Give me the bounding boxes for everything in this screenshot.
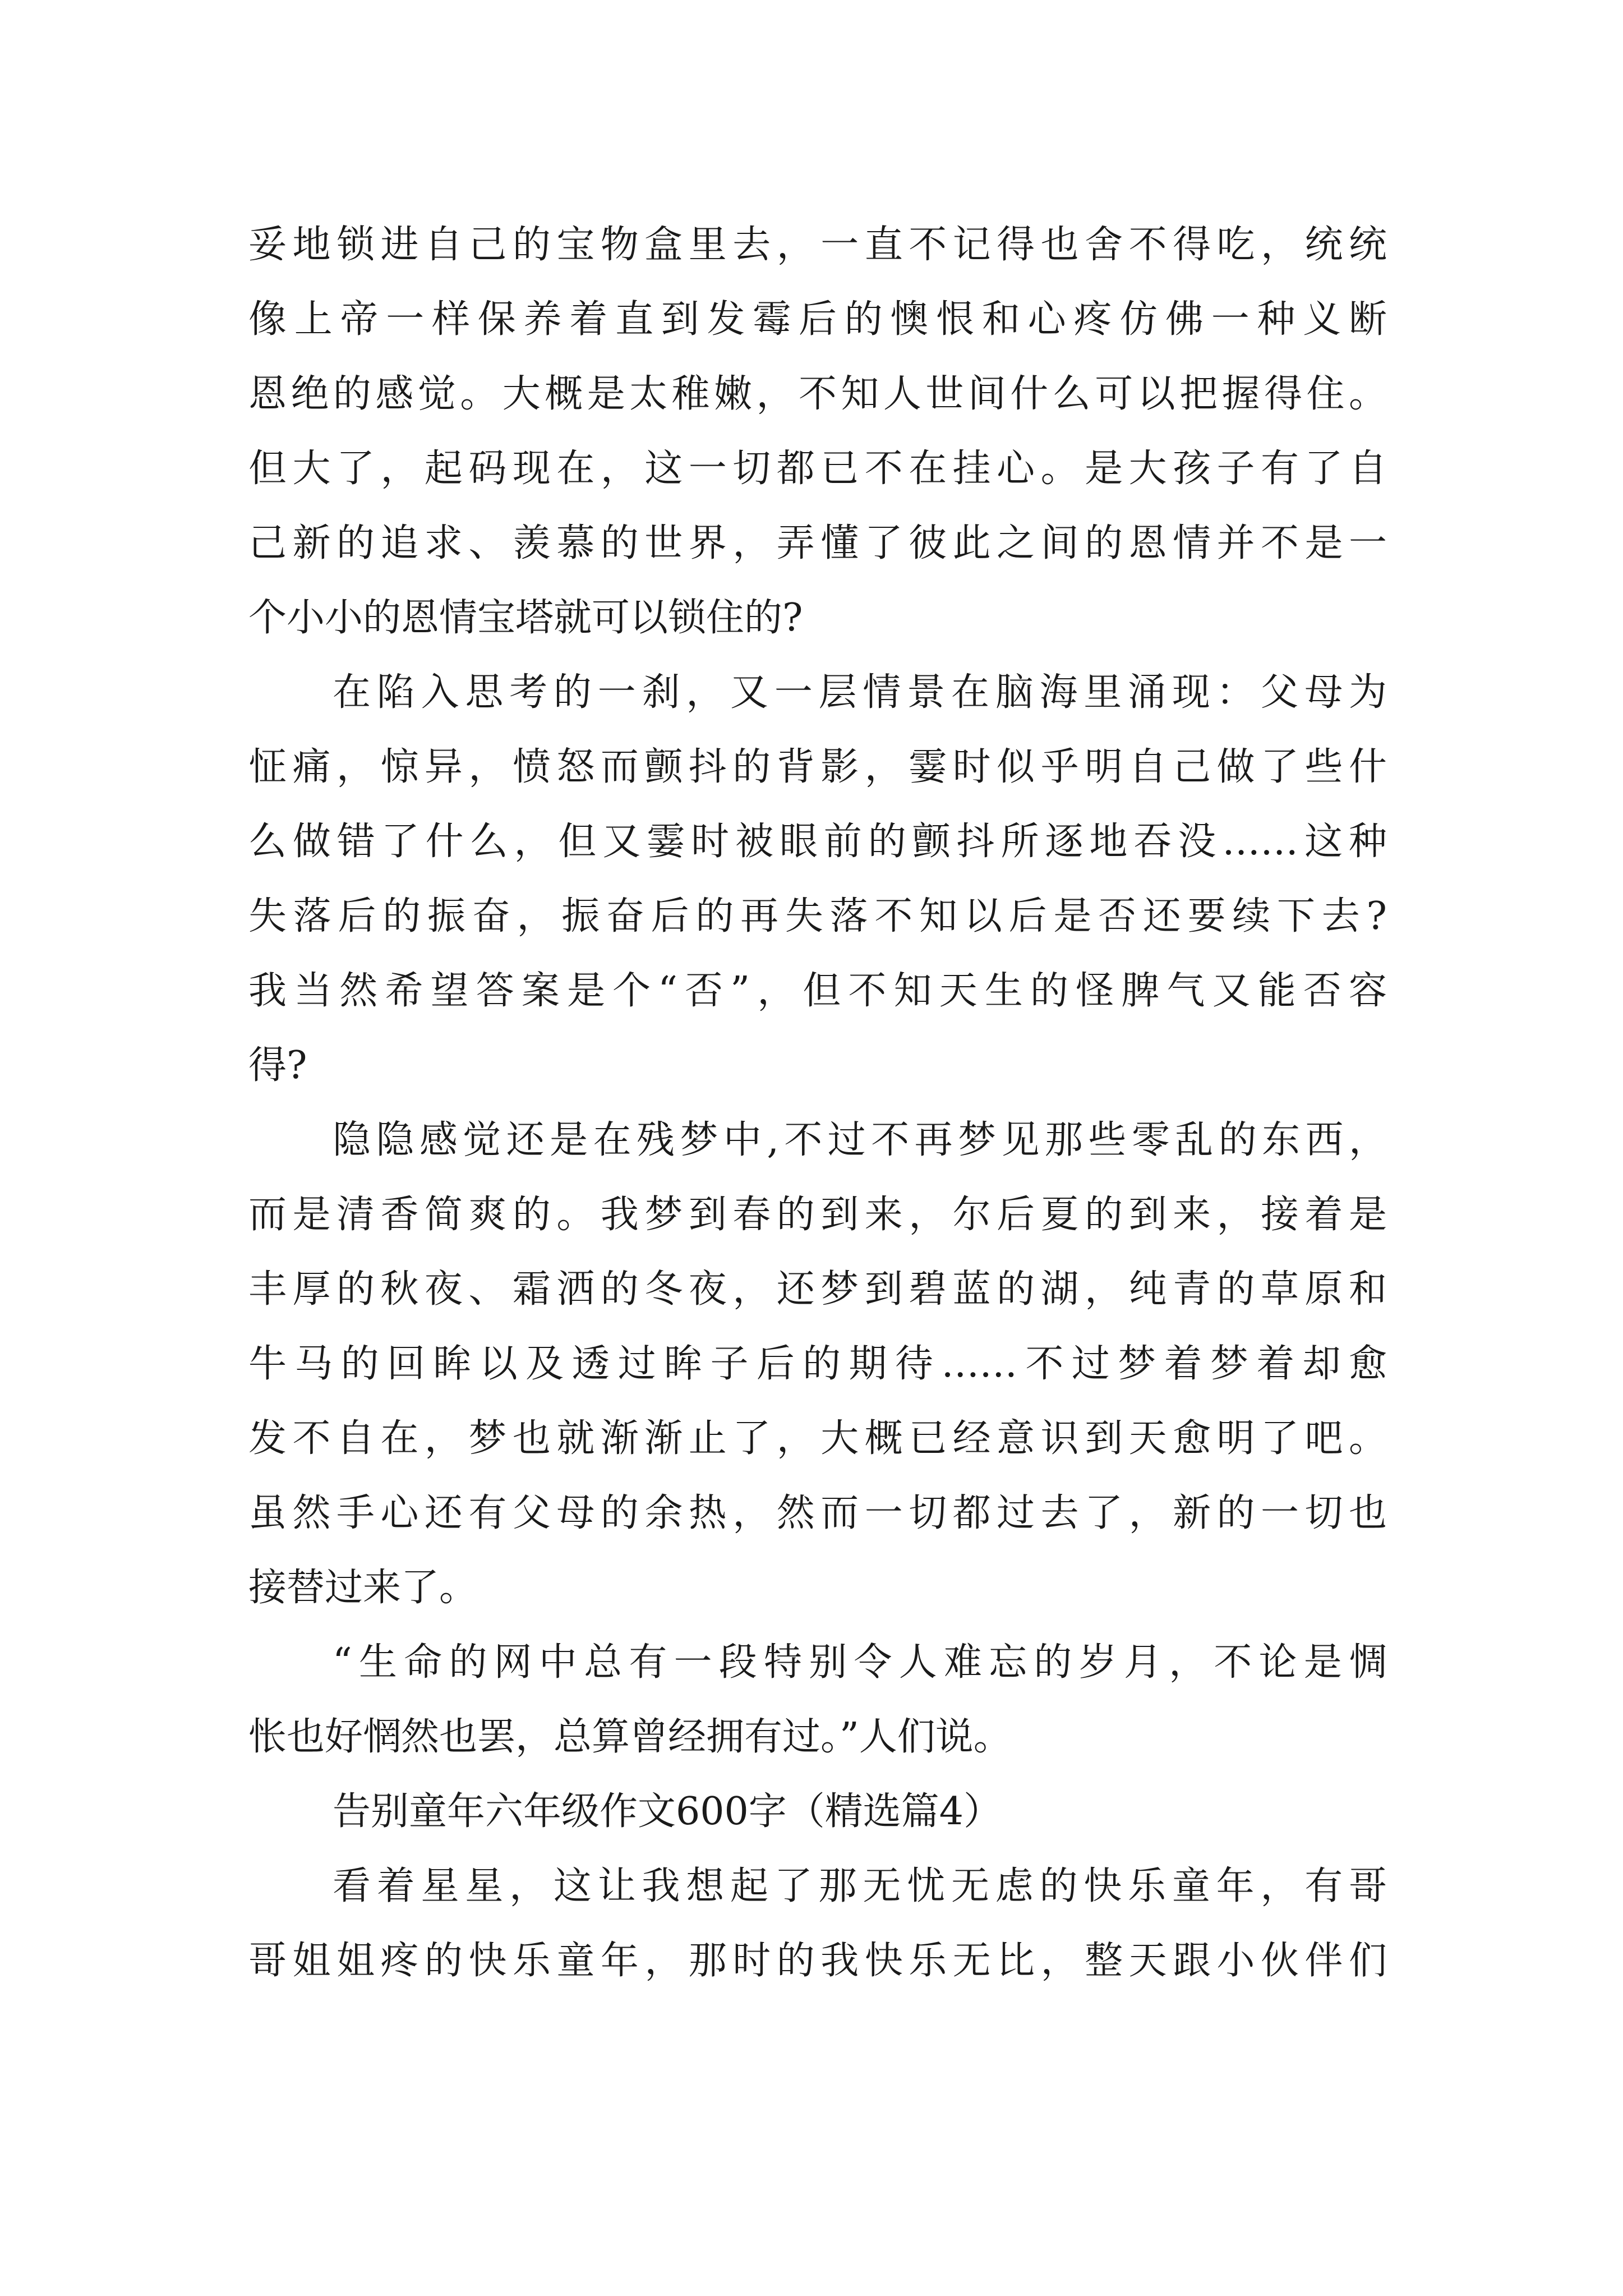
text-line: 虽然手心还有父母的余热，然而一切都过去了，新的一切也	[248, 1491, 1387, 1535]
text-line: 怔痛，惊异，愤怒而颤抖的背影，霎时似乎明自己做了些什	[248, 745, 1387, 789]
document-body	[248, 208, 1387, 1998]
text-line: 丰厚的秋夜、霜洒的冬夜，还梦到碧蓝的湖，纯青的草原和	[248, 1267, 1387, 1312]
paragraph-first-line: 在陷入思考的一刹，又一层情景在脑海里涌现：父母为	[333, 670, 1387, 715]
paragraph-first-line: 看着星星，这让我想起了那无忧无虑的快乐童年，有哥	[333, 1864, 1387, 1908]
text-line: 恩绝的感觉。大概是太稚嫩，不知人世间什么可以把握得住。	[248, 372, 1387, 416]
paragraph-first-line: 隐隐感觉还是在残梦中,不过不再梦见那些零乱的东西，	[333, 1118, 1387, 1162]
text-line: 接替过来了。	[248, 1566, 478, 1610]
section-heading: 告别童年六年级作文600字（精选篇4）	[333, 1789, 1002, 1834]
text-line: 发不自在，梦也就渐渐止了，大概已经意识到天愈明了吧。	[248, 1416, 1387, 1461]
text-line: 得?	[248, 1043, 307, 1088]
text-line: 怅也好惘然也罢，总算曾经拥有过。”人们说。	[248, 1715, 1012, 1759]
text-line: 己新的追求、羡慕的世界，弄懂了彼此之间的恩情并不是一	[248, 521, 1387, 565]
text-line: 失落后的振奋，振奋后的再失落不知以后是否还要续下去?	[248, 894, 1387, 938]
text-line: 我当然希望答案是个“否”，但不知天生的怪脾气又能否容	[248, 969, 1387, 1013]
text-line: 而是清香简爽的。我梦到春的到来，尔后夏的到来，接着是	[248, 1193, 1387, 1237]
text-line: 像上帝一样保养着直到发霉后的懊恨和心疼仿佛一种义断	[248, 297, 1387, 342]
text-line: 妥地锁进自己的宝物盒里去，一直不记得也舍不得吃，统统	[248, 223, 1387, 267]
text-line: 牛马的回眸以及透过眸子后的期待……不过梦着梦着却愈	[248, 1342, 1387, 1386]
text-line: 但大了，起码现在，这一切都已不在挂心。是大孩子有了自	[248, 447, 1387, 491]
text-line: 个小小的恩情宝塔就可以锁住的?	[248, 596, 803, 640]
text-line: 么做错了什么，但又霎时被眼前的颤抖所逐地吞没……这种	[248, 820, 1387, 864]
paragraph-first-line: “生命的网中总有一段特别令人难忘的岁月，不论是惆	[333, 1640, 1387, 1685]
text-line: 哥姐姐疼的快乐童年，那时的我快乐无比，整天跟小伙伴们	[248, 1939, 1387, 1983]
